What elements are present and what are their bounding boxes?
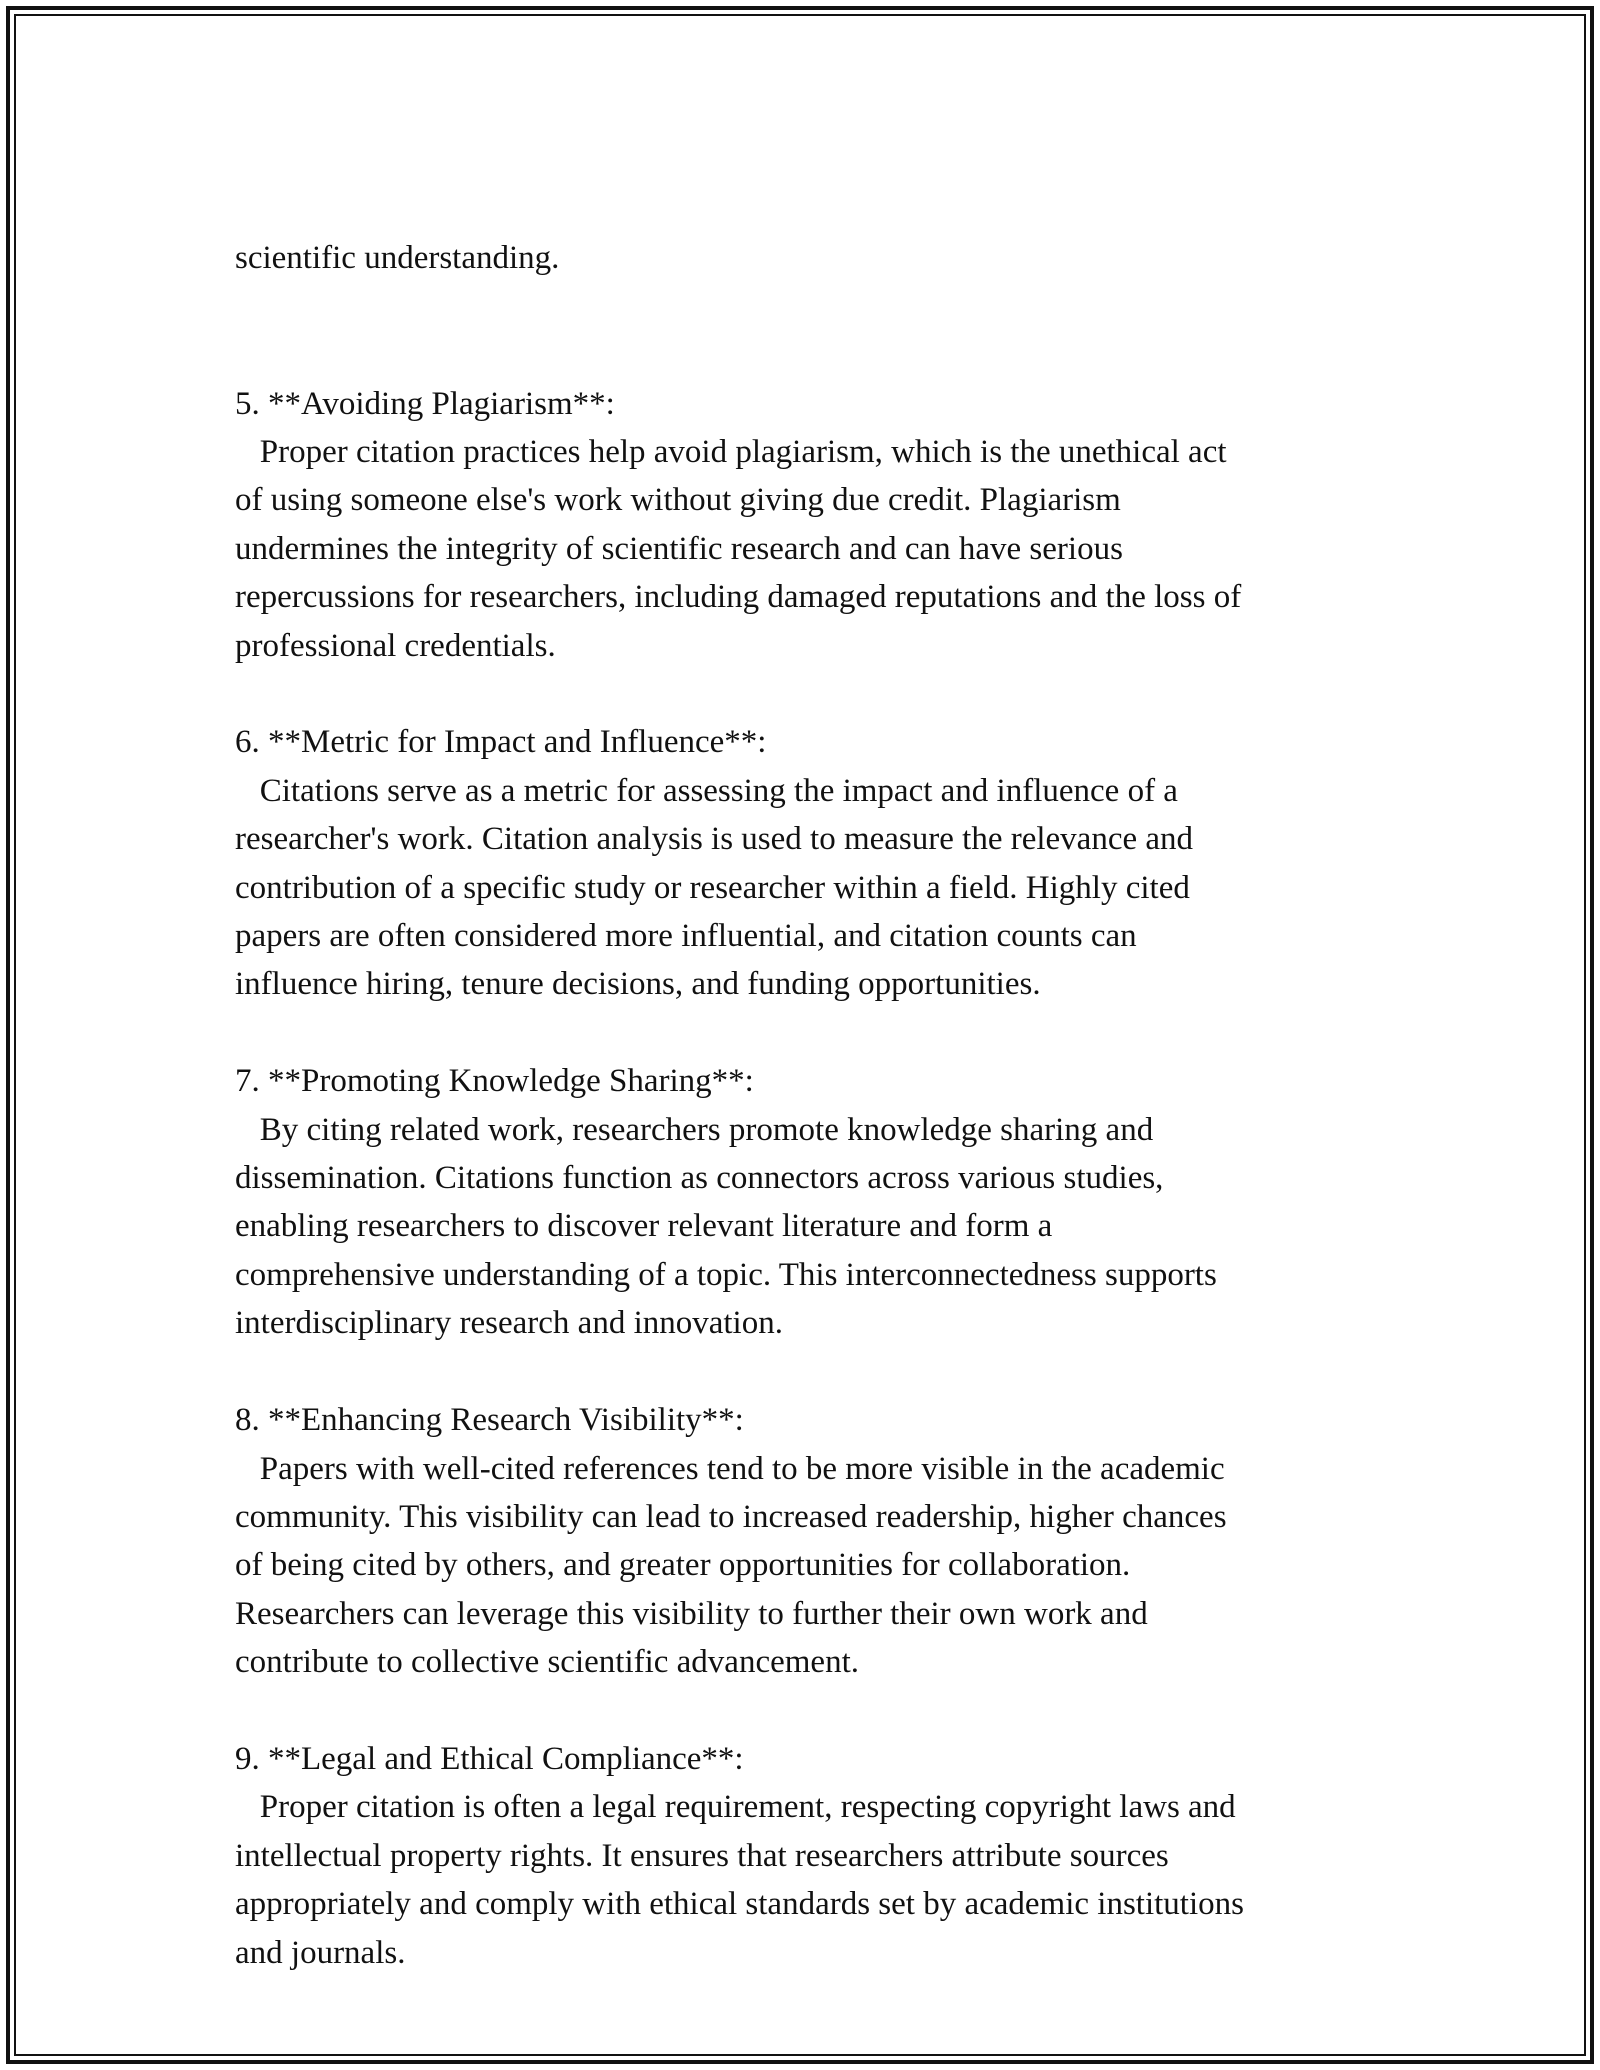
section-heading: 6. **Metric for Impact and Influence**: [235, 724, 767, 761]
section-body-line: professional credentials. [235, 627, 556, 664]
section-body-line: interdisciplinary research and innovation. [235, 1305, 783, 1342]
section-body-line: Researchers can leverage this visibility to further their own work and [235, 1595, 1148, 1632]
section-body-line: community. This visibility can lead to increased readership, higher chances [235, 1498, 1227, 1535]
section-body-line: contribute to collective scientific advancement. [235, 1644, 859, 1681]
section-body-line: Papers with well-cited references tend to be more visible in the academic [235, 1450, 1225, 1487]
section-body-line: dissemination. Citations function as connectors across various studies, [235, 1160, 1164, 1197]
section-body-line: of using someone else's work without giving due credit. Plagiarism [235, 482, 1121, 519]
section-heading: 5. **Avoiding Plagiarism**: [235, 385, 615, 422]
section-body-line: Citations serve as a metric for assessing the impact and influence of a [235, 772, 1178, 809]
section-body-line: researcher's work. Citation analysis is used to measure the relevance and [235, 821, 1194, 858]
section-body-line: Proper citation practices help avoid plagiarism, which is the unethical act [235, 434, 1227, 471]
section-body-line: comprehensive understanding of a topic. This interconnectedness supports [235, 1256, 1217, 1293]
section-body-line: of being cited by others, and greater opportunities for collaboration. [235, 1547, 1131, 1584]
section-body-line: Proper citation is often a legal requirement, respecting copyright laws and [235, 1789, 1236, 1826]
section-body-line: appropriately and comply with ethical standards set by academic institutions [235, 1886, 1244, 1923]
section-body-line: influence hiring, tenure decisions, and funding opportunities. [235, 966, 1041, 1003]
section-body-line: intellectual property rights. It ensures that researchers attribute sources [235, 1837, 1169, 1874]
section-body-line: and journals. [235, 1934, 406, 1971]
paragraph-gap [235, 670, 1395, 718]
section-body-line: papers are often considered more influential, and citation counts can [235, 918, 1137, 955]
section-body-line: contribution of a specific study or researcher within a field. Highly cited [235, 869, 1190, 906]
section-heading: 8. **Enhancing Research Visibility**: [235, 1402, 744, 1439]
section-heading: 7. **Promoting Knowledge Sharing**: [235, 1063, 754, 1100]
section-body-line: undermines the integrity of scientific research and can have serious [235, 530, 1123, 567]
paragraph-gap [235, 331, 1395, 379]
paragraph-gap [235, 1687, 1395, 1735]
section-body-line: repercussions for researchers, including damaged reputations and the loss of [235, 579, 1242, 616]
section-body-line: By citing related work, researchers promote knowledge sharing and [235, 1111, 1154, 1148]
paragraph-gap [235, 1348, 1395, 1396]
section-heading: 9. **Legal and Ethical Compliance**: [235, 1740, 744, 1777]
document-body [235, 186, 1395, 2025]
section-body-line: enabling researchers to discover relevant literature and form a [235, 1208, 1053, 1245]
lead-fragment: scientific understanding. [235, 240, 560, 277]
paragraph-gap [235, 1009, 1395, 1057]
sections-container [235, 331, 1395, 1977]
